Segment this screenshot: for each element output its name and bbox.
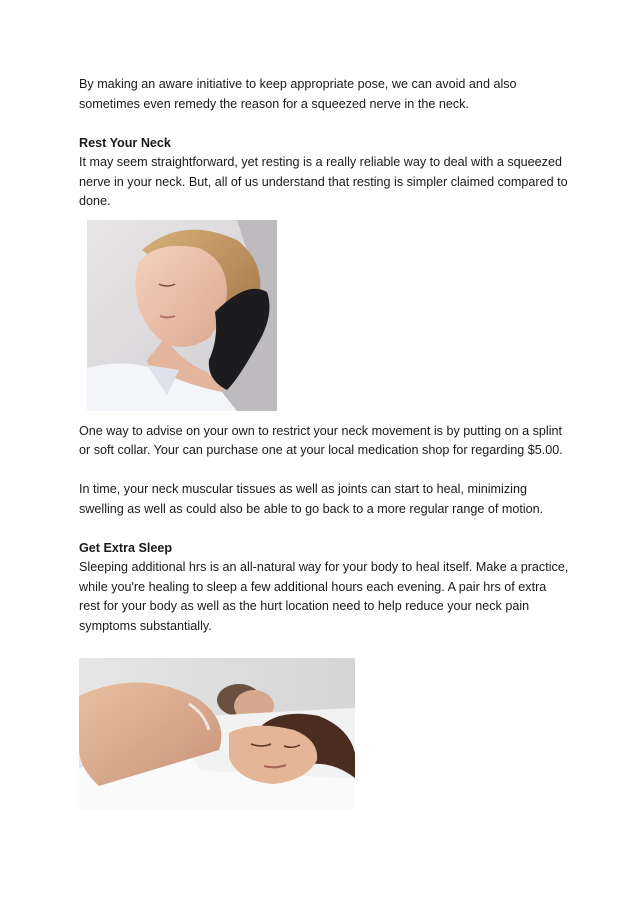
woman-sleeping-photo — [79, 658, 355, 810]
healing-paragraph: In time, your neck muscular tissues as well as joints can start to heal, minimizing swelling as well as could also be able to go back to a more regular range of motion. — [79, 482, 544, 516]
collar-paragraph: One way to advise on your own to restrict your neck movement is by putting on a splint or soft collar. Your can purchase one at your local medication shop for regarding $5.00. — [79, 423, 563, 457]
woman-resting-neck-pillow-photo — [87, 220, 277, 411]
section-heading-get-extra-sleep: Get Extra Sleep — [79, 540, 173, 555]
intro-paragraph: By making an aware initiative to keep appropriate pose, we can avoid and also sometimes even remedy the reason for a squeezed nerve in the neck. — [79, 77, 517, 111]
get-extra-sleep-paragraph: Sleeping additional hrs is an all-natural way for your body to heal itself. Make a practice, while you're healing to sleep a few additional hours each evening. A pair hrs of extra rest for your body as well as the hurt location need to help reduce your neck pain symptoms substantially. — [79, 560, 569, 633]
rest-your-neck-paragraph: It may seem straightforward, yet resting is a really reliable way to deal with a squeezed nerve in your neck. But, all of us understand that resting is simpler claimed compared to done. — [79, 155, 568, 208]
document-page — [79, 75, 569, 810]
section-heading-rest-your-neck: Rest Your Neck — [79, 135, 171, 150]
